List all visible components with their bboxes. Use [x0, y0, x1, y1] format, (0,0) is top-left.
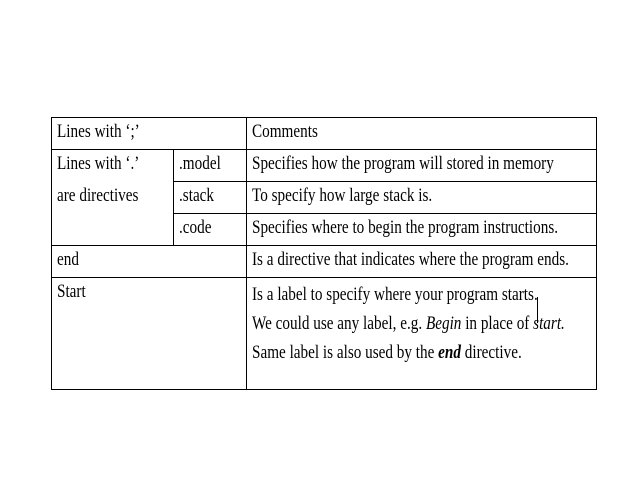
directive-name-cell	[174, 150, 247, 182]
directive-comment-cell	[247, 150, 597, 182]
start-comment-line3	[252, 338, 523, 367]
directive-comment: Specifies how the program will stored in memory	[252, 153, 554, 174]
table-row-header	[52, 118, 597, 150]
start-label-cell	[52, 278, 247, 390]
table-row-model	[52, 150, 597, 182]
line3-text-b: directive.	[460, 342, 522, 363]
end-label: end	[57, 249, 79, 270]
header-right-cell	[247, 118, 597, 150]
directive-name-cell	[174, 182, 247, 214]
directives-label-cell	[52, 150, 174, 246]
directive-name-cell	[174, 214, 247, 246]
directives-label-line2: are directives	[57, 185, 139, 206]
directive-name: .code	[179, 217, 212, 238]
start-comment-cell	[247, 278, 597, 390]
line2-begin-italic: Begin	[425, 313, 462, 334]
directives-table	[51, 117, 597, 390]
end-label-cell	[52, 246, 247, 278]
start-comment-line1: Is a label to specify where your program starts.	[252, 284, 538, 305]
directive-comment: To specify how large stack is.	[252, 185, 433, 206]
directive-comment-cell	[247, 182, 597, 214]
header-left-cell	[52, 118, 247, 150]
header-right-text: Comments	[252, 121, 318, 142]
directives-label-line1: Lines with ‘.’	[57, 153, 140, 174]
line2-text-b: in place of	[461, 313, 534, 334]
directive-comment: Specifies where to begin the program instructions.	[252, 217, 559, 238]
line3-end-bold-italic: end	[438, 342, 461, 363]
table-row-start	[52, 278, 597, 390]
header-left-text: Lines with ‘;’	[57, 121, 140, 142]
line3-text-a: Same label is also used by the	[252, 342, 439, 363]
table-row-end	[52, 246, 597, 278]
start-comment-line2	[252, 309, 565, 338]
end-comment: Is a directive that indicates where the program ends.	[252, 249, 569, 270]
directive-name: .stack	[179, 185, 215, 206]
line2-text-a: We could use any label, e.g.	[252, 313, 426, 334]
line2-start-italic: start.	[533, 313, 565, 334]
text-cursor-caret	[537, 297, 538, 323]
directive-name: .model	[179, 153, 221, 174]
directive-comment-cell	[247, 214, 597, 246]
end-comment-cell	[247, 246, 597, 278]
start-label: Start	[57, 281, 86, 302]
